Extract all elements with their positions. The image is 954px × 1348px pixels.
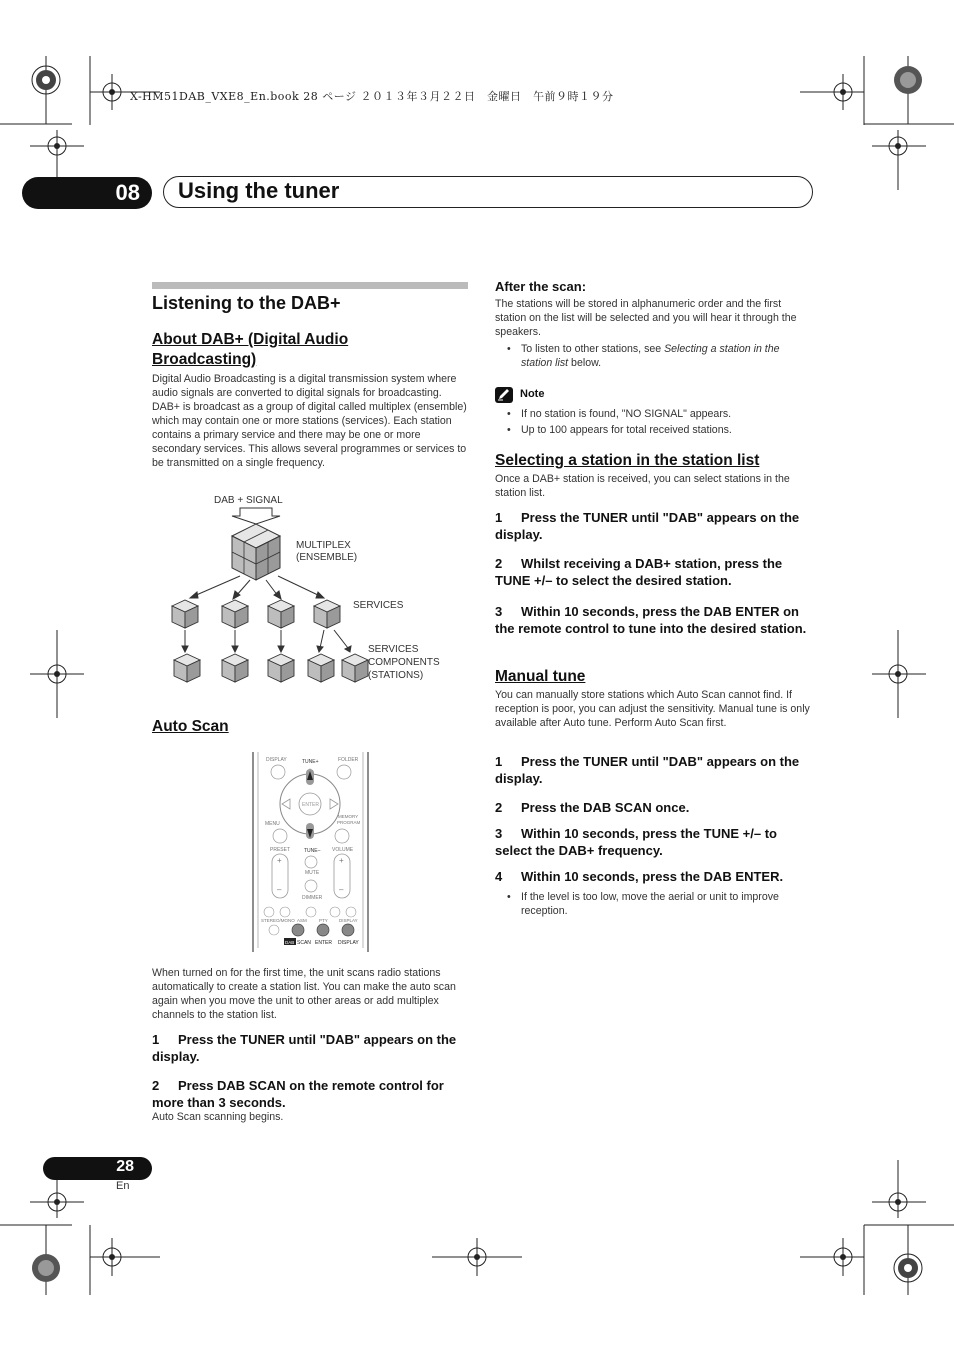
step-text: Press the TUNER until "DAB" appears on the display. <box>495 510 800 542</box>
component-cube-2 <box>222 654 248 682</box>
remote-dab-display-label: DISPLAY <box>338 940 359 946</box>
component-cube-5 <box>342 654 368 682</box>
step-text: Whilst receiving a DAB+ station, press the TUNE +/– to select the desired station. <box>495 556 783 588</box>
section-top-bar <box>152 282 468 289</box>
ensemble-label: (ENSEMBLE) <box>296 552 358 563</box>
step-text: Press the DAB SCAN once. <box>521 800 690 815</box>
manual-step-4 <box>495 868 813 885</box>
note-bullet-1 <box>507 407 813 421</box>
remote-preset-label: PRESET <box>270 847 291 853</box>
bullet-dot: • <box>507 424 511 436</box>
bullet-text-pre: To listen to other stations, see <box>521 343 665 355</box>
multiplex-cube <box>232 524 280 580</box>
step-number: 1 <box>495 754 503 769</box>
remote-dab-enter-label: ENTER <box>315 940 332 946</box>
remote-tune-minus-label: TUNE– <box>304 848 321 854</box>
step-number: 3 <box>495 826 503 841</box>
dab-multiplex-diagram <box>160 490 460 690</box>
select-step-1 <box>495 509 813 543</box>
after-scan-body: The stations will be stored in alphanumeric order and the first station on the list will be selected and you will hear it through the speakers. <box>495 298 797 338</box>
service-cube-3 <box>268 600 294 628</box>
bullet-text: Up to 100 appears for total received stations. <box>521 424 732 436</box>
service-cube-4 <box>314 600 340 628</box>
step-number: 1 <box>152 1032 160 1047</box>
remote-display2-label: DISPLAY <box>339 918 358 923</box>
remote-display-label: DISPLAY <box>266 757 287 763</box>
component-cube-1 <box>174 654 200 682</box>
remote-mute-label: MUTE <box>305 870 320 876</box>
chapter-title-frame <box>163 176 813 208</box>
manual-step-2 <box>495 799 813 816</box>
remote-scan-label: SCAN <box>297 940 311 946</box>
remote-volume-plus: + <box>339 856 344 865</box>
remote-volume-label: VOLUME <box>332 847 354 853</box>
manual-step-1 <box>495 753 813 787</box>
service-cube-2 <box>222 600 248 628</box>
after-scan-bullet <box>507 342 813 370</box>
select-step-3 <box>495 603 813 637</box>
chapter-title: Using the tuner <box>178 178 340 203</box>
step-text: Press DAB SCAN on the remote control for more than 3 seconds. <box>152 1078 444 1110</box>
multiplex-label: MULTIPLEX <box>296 540 351 551</box>
about-dab-body: Digital Audio Broadcasting is a digital transmission system where audio signals are converted to digital signals for broadcasting. DAB+ is broadcast as a group of digital called multiplex (ensemble) which may contain one or more stations (services). Each station contains a primary service and there may be one or more secondary services. This allows several programmes or services to be transmitted on a single frequency. <box>152 373 467 469</box>
note-pencil-icon <box>495 387 513 403</box>
remote-pty-label: PTY <box>319 918 328 923</box>
bullet-dot: • <box>507 408 511 420</box>
remote-preset-minus: – <box>277 885 282 894</box>
step-number: 3 <box>495 604 503 619</box>
remote-preset-plus: + <box>277 856 282 865</box>
remote-tune-plus-label: TUNE+ <box>302 759 319 765</box>
about-dab-heading-line1: About DAB+ (Digital Audio <box>152 331 349 348</box>
manual-tune-heading: Manual tune <box>495 668 586 685</box>
remote-memory-label: MEMORY <box>338 814 359 819</box>
components-services-label: SERVICES <box>368 644 419 655</box>
bullet-dot: • <box>507 343 511 355</box>
select-station-heading: Selecting a station in the station list <box>495 452 760 469</box>
auto-scan-step-2 <box>152 1077 470 1111</box>
remote-program-label: PROGRAM <box>337 820 361 825</box>
bullet-dot: • <box>507 891 511 903</box>
step-text: Press the TUNER until "DAB" appears on the display. <box>152 1032 457 1064</box>
remote-control-illustration <box>252 752 370 952</box>
chapter-number-badge <box>22 177 152 209</box>
step-text: Press the TUNER until "DAB" appears on the display. <box>495 754 800 786</box>
language-code: En <box>116 1180 130 1192</box>
components-label: COMPONENTS <box>368 657 440 668</box>
step-number: 2 <box>495 800 503 815</box>
book-info-line: X-HM51DAB_VXE8_En.book 28 ページ ２０１３年３月２２日 金曜日 午前９時１９分 <box>130 90 614 103</box>
remote-dab-label: DAB <box>285 940 295 945</box>
bullet-text: If no station is found, "NO SIGNAL" appears. <box>521 408 732 420</box>
auto-scan-step-1 <box>152 1031 470 1065</box>
after-scan-heading: After the scan: <box>495 279 587 294</box>
component-cube-4 <box>308 654 334 682</box>
bullet-text: If the level is too low, move the aerial or unit to improve reception. <box>521 891 779 917</box>
section-title: Listening to the DAB+ <box>152 293 341 313</box>
step-text: Within 10 seconds, press the DAB ENTER on the remote control to tune into the desired station. <box>495 604 807 636</box>
page-number-badge <box>43 1157 152 1180</box>
auto-scan-body: When turned on for the first time, the unit scans radio stations automatically to create a station list. You can make the auto scan again when you move the unit to other areas or add multiplex channels to the station list. <box>152 967 456 1021</box>
auto-scan-step-2-note: Auto Scan scanning begins. <box>152 1111 284 1123</box>
step-text: Within 10 seconds, press the TUNE +/– to select the DAB+ frequency. <box>495 826 777 858</box>
dab-signal-label: DAB + SIGNAL <box>214 495 283 506</box>
chapter-number: 08 <box>115 180 140 205</box>
remote-volume-minus: – <box>339 885 344 894</box>
manual-step-3 <box>495 825 813 859</box>
remote-asm-label: ASM <box>297 918 307 923</box>
signal-arrow <box>232 508 280 524</box>
component-cube-3 <box>268 654 294 682</box>
auto-scan-heading: Auto Scan <box>152 718 229 735</box>
page-number: 28 <box>116 1158 134 1175</box>
about-dab-heading-line2: Broadcasting) <box>152 351 257 368</box>
stations-label: (STATIONS) <box>368 670 424 681</box>
remote-folder-label: FOLDER <box>338 757 359 763</box>
manual-bullet <box>507 890 813 918</box>
step-text: Within 10 seconds, press the DAB ENTER. <box>521 869 784 884</box>
remote-enter-label: ENTER <box>302 802 319 808</box>
note-label: Note <box>520 388 545 400</box>
about-dab-heading <box>152 330 472 370</box>
manual-tune-body: You can manually store stations which Auto Scan cannot find. If reception is poor, you can adjust the sensitivity. Manual tune is only available after Auto tune. Perform Auto Scan first. <box>495 689 810 729</box>
step-number: 1 <box>495 510 503 525</box>
remote-menu-label: MENU <box>265 821 280 827</box>
services-label: SERVICES <box>353 600 404 611</box>
step-number: 2 <box>495 556 503 571</box>
remote-stereo-mono-label: STEREO/MONO <box>261 918 295 923</box>
step-number: 2 <box>152 1078 160 1093</box>
bullet-text-post: below. <box>568 357 602 369</box>
bullet-link-text: Selecting a station in the station list <box>521 343 780 369</box>
select-station-body: Once a DAB+ station is received, you can select stations in the station list. <box>495 473 790 499</box>
note-bullet-2 <box>507 423 813 437</box>
remote-dimmer-label: DIMMER <box>302 895 323 901</box>
service-cube-1 <box>172 600 198 628</box>
step-number: 4 <box>495 869 503 884</box>
select-step-2 <box>495 555 813 589</box>
